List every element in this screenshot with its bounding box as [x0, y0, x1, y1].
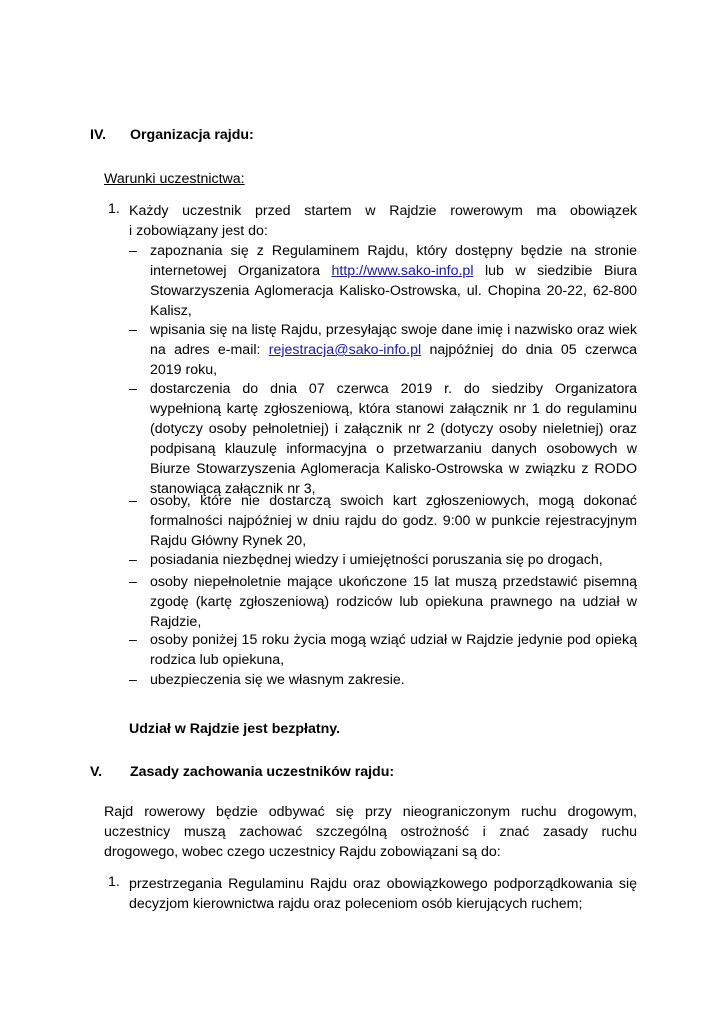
item-text: przestrzegania Regulaminu Rajdu oraz obowiązkowego podporządkowania się decyzjom kierownictwa rajdu oraz poleceniom osób kierujących ruchem;: [129, 876, 637, 912]
item-text-line: i zobowiązany jest do:: [129, 223, 268, 239]
dash-marker: –: [129, 493, 137, 509]
section-number: V.: [90, 764, 103, 780]
text-segment: lub w siedzibie Biura Stowarzyszenia Aglomeracja Kalisko-Ostrowska, ul. Chopina 20-22, 62-800 Kalisz,: [150, 263, 637, 319]
dash-marker: –: [129, 632, 137, 648]
dash-marker: –: [129, 381, 137, 397]
conditions-heading: Warunki uczestnictwa:: [104, 171, 245, 187]
text-segment: zapoznania się z Regulaminem Rajdu, który dostępny będzie na stronie internetowej Organizatora: [150, 243, 637, 279]
section-title: Organizacja rajdu:: [130, 127, 254, 143]
dash-marker: –: [129, 243, 137, 259]
email-link[interactable]: rejestracja@sako-info.pl: [268, 342, 422, 358]
list-item-text: dostarczenia do dnia 07 czerwca 2019 r. do siedziby Organizatora wypełnioną kartę zgłoszeniową, która stanowi załącznik nr 1 do regulaminu (dotyczy osoby pełnoletniej) i załącznik nr 2 (dotyczy osoby nieletniej) oraz podpisaną klauzulę informacyjna o przetwarzaniu danych osobowych w Biurze Stowarzyszenia Aglomeracja Kalisko-Ostrowska w związku z RODO stanowiącą załącznik nr 3,: [150, 381, 637, 497]
list-item-text: [150, 320, 637, 380]
section-number: IV.: [90, 127, 107, 143]
text-segment: najpóźniej do dnia 05 czerwca 2019 roku,: [150, 342, 637, 378]
list-item-text: osoby, które nie dostarczą swoich kart zgłoszeniowych, mogą dokonać formalności najpóźniej w dniu rajdu do godz. 9:00 w punkcie rejestracyjnym Rajdu Główny Rynek 20,: [150, 493, 637, 549]
list-item-text: posiadania niezbędnej wiedzy i umiejętności poruszania się po drogach,: [150, 552, 603, 568]
section-heading-v: [90, 764, 490, 784]
item-text-line: Każdy uczestnik przed startem w Rajdzie rowerowym ma obowiązek: [129, 203, 637, 219]
list-item-text: ubezpieczenia się we własnym zakresie.: [150, 672, 405, 688]
list-number: 1.: [108, 201, 120, 217]
section-heading-iv: [90, 127, 390, 147]
dash-marker: –: [129, 672, 137, 688]
website-link[interactable]: http://www.sako-info.pl: [331, 263, 474, 279]
participation-free-note: Udział w Rajdzie jest bezpłatny.: [129, 721, 341, 737]
list-item-text: osoby niepełnoletnie mające ukończone 15 lat muszą przedstawić pisemną zgodę (kartę zgłoszeniową) rodziców lub opiekuna prawnego na udział w Rajdzie,: [150, 574, 637, 630]
text-segment: wpisania się na listę Rajdu, przesyłając swoje dane imię i nazwisko oraz wiek na adres e-mail:: [150, 322, 637, 358]
list-number: 1.: [108, 874, 120, 890]
section-title: Zasady zachowania uczestników rajdu:: [130, 764, 395, 780]
dash-marker: –: [129, 322, 137, 338]
list-item-text: osoby poniżej 15 roku życia mogą wziąć udział w Rajdzie jedynie pod opieką rodzica lub opiekuna,: [150, 632, 637, 668]
list-item-text: [150, 241, 637, 321]
section-intro-paragraph: Rajd rowerowy będzie odbywać się przy nieograniczonym ruchu drogowym, uczestnicy muszą zachować szczególną ostrożność i znać zasady ruchu drogowego, wobec czego uczestnicy Rajdu zobowiązani są do:: [104, 804, 637, 860]
dash-marker: –: [129, 574, 137, 590]
dash-marker: –: [129, 552, 137, 568]
